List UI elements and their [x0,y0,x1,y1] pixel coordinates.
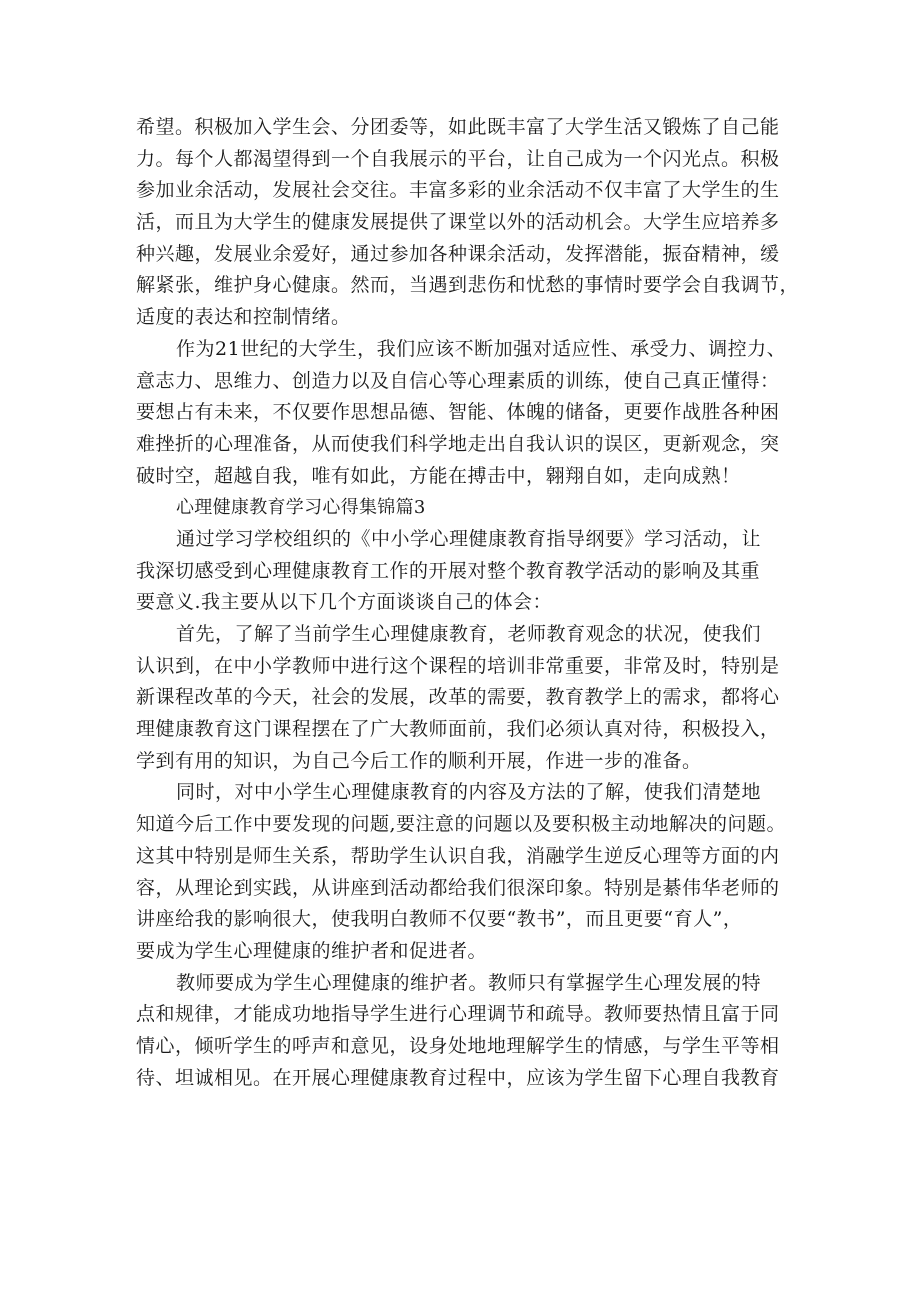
text-line: 点和规律，才能成功地指导学生进行心理调节和疏导。教师要热情且富于同 [136,1003,780,1026]
section-heading: 心理健康教育学习心得集锦篇3 [176,497,426,519]
text-line: 破时空，超越自我，唯有如此，方能在搏击中，翱翔自如，走向成熟！ [136,464,741,487]
text-line: 解紧张，维护身心健康。然而，当遇到悲伤和忧愁的事情时要学会自我调节， [136,274,800,297]
text-line: 认识到，在中小学教师中进行这个课程的培训非常重要，非常及时，特别是 [136,654,780,677]
text-line: 容，从理论到实践，从讲座到活动都给我们很深印象。特别是綦伟华老师的 [136,876,780,899]
paragraph-first-line: 同时，对中小学生心理健康教育的内容及方法的了解，使我们清楚地 [176,781,762,804]
text-line: 理健康教育这门课程摆在了广大教师面前，我们必须认真对待，积极投入， [136,718,780,741]
paragraph-first-line: 通过学习学校组织的《中小学心理健康教育指导纲要》学习活动，让 [176,527,762,550]
text-line: 力。每个人都渴望得到一个自我展示的平台，让自己成为一个闪光点。积极 [136,147,780,170]
text-line: 知道今后工作中要发现的问题,要注意的问题以及要积极主动地解决的问题。 [136,813,787,836]
text-line: 要成为学生心理健康的维护者和促进者。 [136,939,488,962]
text-line: 这其中特别是师生关系，帮助学生认识自我，消融学生逆反心理等方面的内 [136,844,780,867]
text-line: 我深切感受到心理健康教育工作的开展对整个教育教学活动的影响及其重 [136,559,761,582]
text-line: 新课程改革的今天，社会的发展，改革的需要，教育教学上的需求，都将心 [136,686,780,709]
text-line: 要意义.我主要从以下几个方面谈谈自己的体会： [136,591,553,614]
text-line: 待、坦诚相见。在开展心理健康教育过程中，应该为学生留下心理自我教育 [136,1066,780,1089]
text-line: 参加业余活动，发展社会交往。丰富多彩的业余活动不仅丰富了大学生的生 [136,179,780,202]
text-line: 活，而且为大学生的健康发展提供了课堂以外的活动机会。大学生应培养多 [136,211,780,234]
text-line: 情心，倾听学生的呼声和意见，设身处地地理解学生的情感，与学生平等相 [136,1034,780,1057]
paragraph-first-line: 教师要成为学生心理健康的维护者。教师只有掌握学生心理发展的特 [176,971,762,994]
text-line: 学到有用的知识，为自己今后工作的顺利开展，作进一步的准备。 [136,749,702,772]
text-line: 适度的表达和控制情绪。 [136,306,351,329]
text-line: 意志力、思维力、创造力以及自信心等心理素质的训练，使自己真正懂得： [136,369,780,392]
text-line: 要想占有未来，不仅要作思想品德、智能、体魄的储备，更要作战胜各种困 [136,401,780,424]
text-line: 讲座给我的影响很大，使我明白教师不仅要“教书”，而且更要“育人”， [136,908,743,931]
text-line: 难挫折的心理准备，从而使我们科学地走出自我认识的误区，更新观念，突 [136,432,780,455]
text-line: 种兴趣，发展业余爱好，通过参加各种课余活动，发挥潜能，振奋精神，缓 [136,242,780,265]
paragraph-first-line: 首先，了解了当前学生心理健康教育，老师教育观念的状况，使我们 [176,623,762,645]
document-body [136,112,800,1094]
text-line: 希望。积极加入学生会、分团委等，如此既丰富了大学生活又锻炼了自己能 [136,116,780,138]
paragraph-first-line: 作为21世纪的大学生，我们应该不断加强对适应性、承受力、调控力、 [176,337,787,360]
